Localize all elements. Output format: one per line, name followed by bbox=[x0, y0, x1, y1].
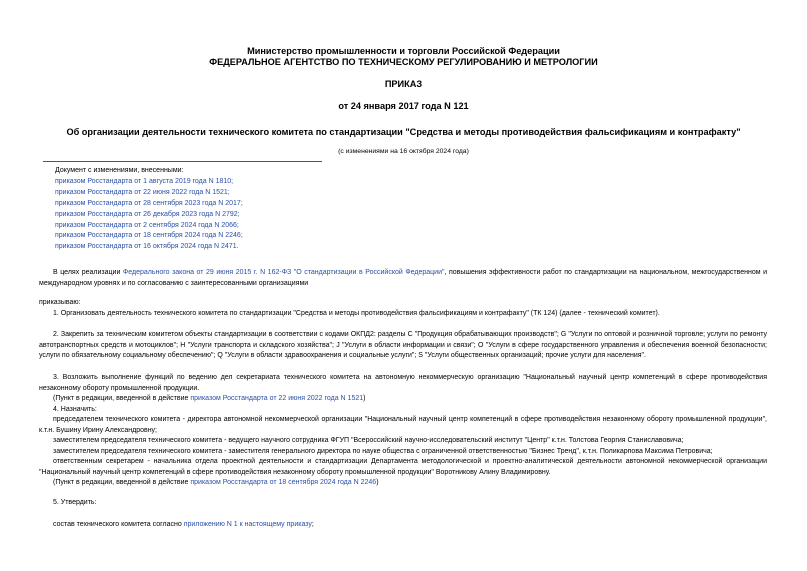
change-link[interactable]: приказом Росстандарта от 1 августа 2019 года N 1810; bbox=[55, 177, 234, 185]
revision-note: (с изменениями на 16 октября 2024 года) bbox=[338, 148, 469, 155]
ministry-name: Министерство промышленности и торговли Российской Федерации bbox=[247, 46, 560, 56]
document-title: Об организации деятельности технического комитета по стандартизации "Средства и методы противодействия фальсификациям и контрафакту" bbox=[66, 127, 741, 137]
appendix-link[interactable]: приложению N 1 к настоящему приказу bbox=[183, 521, 312, 528]
divider bbox=[43, 161, 322, 162]
change-link[interactable]: приказом Росстандарта от 18 сентября 2024 года N 2246; bbox=[55, 232, 243, 240]
paragraph-4-deputy-2: заместителем председателя технического комитета - заместителя генерального директора по науке общества с ограниченной ответственностью "Бизнес Тренд", к.т.н. Поликарпова Максима Петровича; bbox=[53, 448, 713, 455]
paragraph-3: 3. Возложить выполнение функций по ведению дел секретариата технического комитета на автономную некоммерческую организацию "Национальный научный центр компетенций в сфере противодействия незаконному обороту промышленной продукции. bbox=[39, 374, 767, 392]
amendment-link[interactable]: приказом Росстандарта от 22 июня 2022 года N 1521 bbox=[190, 395, 364, 402]
paragraph-3-note: (Пункт в редакции, введенной в действие приказом Росстандарта от 22 июня 2022 года N 1521) bbox=[53, 395, 366, 402]
paragraph-5: 5. Утвердить: bbox=[53, 499, 97, 506]
paragraph-4-chairman: председателем технического комитета - директора автономной некоммерческой организации "Национальный научный центр компетенций в сфере противодействия незаконному обороту промышленной продукции", к.т.н. Бушину Ирину Александровну; bbox=[39, 416, 767, 434]
paragraph-4: 4. Назначить: bbox=[53, 406, 97, 413]
paragraph-4-secretary: ответственным секретарем - начальника отдела проектной деятельности и стандартизации Департамента методологической и проектно-аналитической деятельности автономной некоммерческой организации "Национальный научный центр компетенций в сфере противодействия незаконному обороту промышленной продукции" Воротникову Алину Владимировну. bbox=[39, 458, 767, 476]
paragraph-5-composition: состав технического комитета согласно приложению N 1 к настоящему приказу; bbox=[53, 521, 314, 528]
paragraph-2: 2. Закрепить за техническим комитетом объекты стандартизации в соответствии с кодами ОКПД2: разделы C "Продукция обрабатывающих производств"; G "Услуги по оптовой и розничной торговле; услуги по ремонту автотранспортных средств и мотоциклов"; H "Услуги транспорта и складского хозяйства"; J "Услуги в области информации и связи"; O "Услуги в сфере государственного управления и обеспечения военной безопасности; услуги по обязательному социальному обеспечению"; Q "Услуги в области здравоохранения и социальные услуги"; S "Услуги общественных организаций; прочие услуги для населения". bbox=[39, 331, 767, 360]
order-word: приказываю: bbox=[39, 299, 81, 306]
intro-paragraph: В целях реализации Федерального закона от 29 июня 2015 г. N 162-ФЗ "О стандартизации в Российской Федерации", повышения эффективности работ по стандартизации на национальном, межгосударственном и международном уровнях и по согласованию с заинтересованными организациями bbox=[39, 269, 768, 287]
change-link[interactable]: приказом Росстандарта от 22 июня 2022 года N 1521; bbox=[55, 188, 230, 196]
change-link[interactable]: приказом Росстандарта от 2 сентября 2024 года N 2066; bbox=[55, 221, 239, 229]
document-type: ПРИКАЗ bbox=[384, 79, 423, 89]
change-link[interactable]: приказом Росстандарта от 26 декабря 2023 года N 2792; bbox=[55, 210, 240, 218]
document-date: от 24 января 2017 года N 121 bbox=[338, 101, 469, 111]
amendment-link[interactable]: приказом Росстандарта от 18 сентября 2024 года N 2246 bbox=[190, 479, 377, 486]
changes-heading: Документ с изменениями, внесенными: bbox=[55, 167, 184, 174]
paragraph-1: 1. Организовать деятельность технического комитета по стандартизации "Средства и методы противодействия фальсификациям и контрафакту" (ТК 124) (далее - технический комитет). bbox=[53, 310, 660, 317]
paragraph-4-note: (Пункт в редакции, введенной в действие приказом Росстандарта от 18 сентября 2024 года N 2246) bbox=[53, 479, 379, 486]
change-link[interactable]: приказом Росстандарта от 28 сентября 2023 года N 2017; bbox=[55, 199, 243, 207]
changes-list bbox=[55, 166, 243, 253]
agency-name: ФЕДЕРАЛЬНОЕ АГЕНТСТВО ПО ТЕХНИЧЕСКОМУ РЕГУЛИРОВАНИЮ И МЕТРОЛОГИИ bbox=[209, 57, 598, 67]
change-link[interactable]: приказом Росстандарта от 16 октября 2024 года N 2471. bbox=[55, 243, 239, 251]
paragraph-4-deputy-1: заместителем председателя технического комитета - ведущего научного сотрудника ФГУП "Всероссийский научно-исследовательский институт "Центр" к.т.н. Толстова Георгия Станиславовича; bbox=[53, 437, 684, 444]
federal-law-link[interactable]: Федерального закона от 29 июня 2015 г. N 162-ФЗ "О стандартизации в Российской Федерации" bbox=[122, 269, 445, 276]
